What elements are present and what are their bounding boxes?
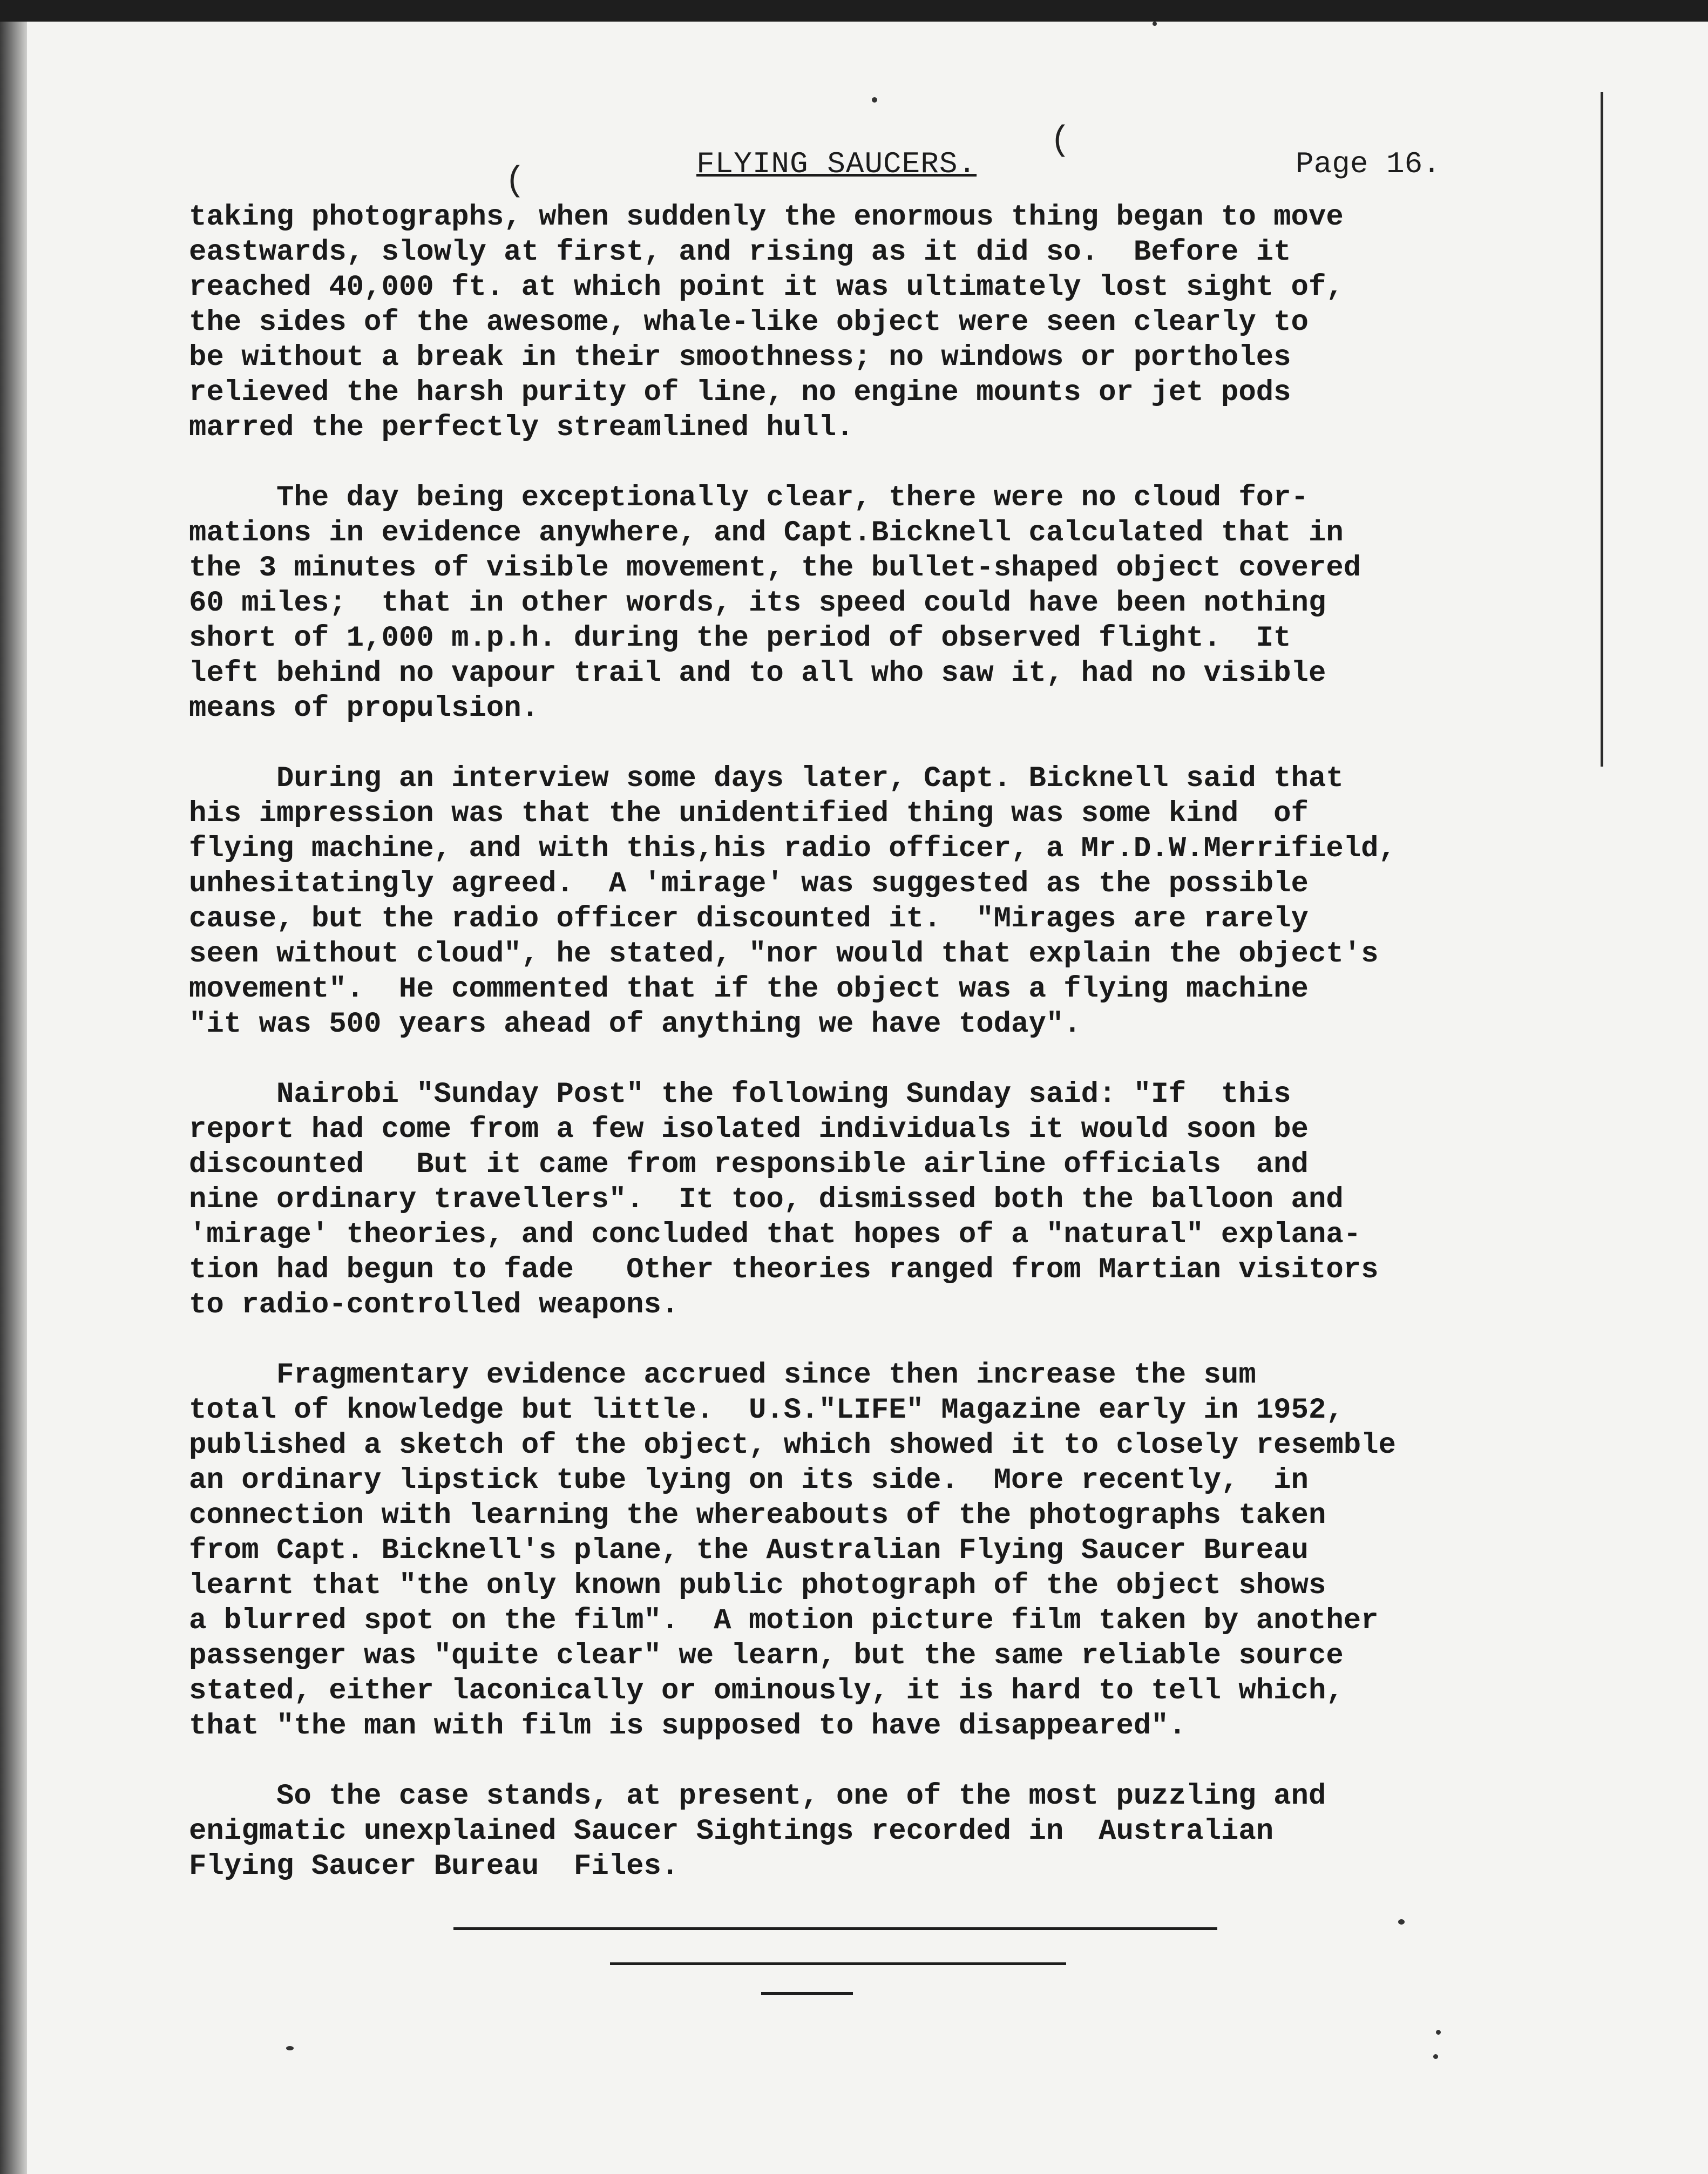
text-line: passenger was "quite clear" we learn, but the same reliable source — [189, 1640, 1344, 1672]
end-rule-long — [453, 1927, 1217, 1930]
punch-mark-right: ( — [1050, 121, 1071, 160]
text-line: The day being exceptionally clear, there were no cloud for- — [189, 482, 1309, 514]
punch-mark-left: ( — [505, 162, 526, 201]
scan-speck — [286, 2046, 294, 2050]
text-line: nine ordinary travellers". It too, dismissed both the balloon and — [189, 1183, 1344, 1216]
paragraph — [189, 1358, 1538, 1744]
text-line: unhesitatingly agreed. A 'mirage' was suggested as the possible — [189, 868, 1309, 900]
text-line: cause, but the radio officer discounted it. "Mirages are rarely — [189, 903, 1309, 936]
text-line: stated, either laconically or ominously, it is hard to tell which, — [189, 1675, 1344, 1708]
document-body — [189, 200, 1538, 1919]
text-line: left behind no vapour trail and to all who saw it, had no visible — [189, 657, 1326, 690]
text-line: 'mirage' theories, and concluded that hopes of a "natural" explana- — [189, 1218, 1361, 1251]
text-line: total of knowledge but little. U.S."LIFE" Magazine early in 1952, — [189, 1394, 1344, 1427]
end-rule-medium — [610, 1962, 1066, 1965]
text-line: movement". He commented that if the object was a flying machine — [189, 973, 1309, 1006]
text-line: from Capt. Bicknell's plane, the Australian Flying Saucer Bureau — [189, 1534, 1309, 1567]
scan-speck — [1153, 22, 1157, 26]
text-line: means of propulsion. — [189, 692, 539, 725]
text-line: eastwards, slowly at first, and rising as it did so. Before it — [189, 236, 1291, 269]
text-line: a blurred spot on the film". A motion picture film taken by another — [189, 1604, 1379, 1637]
text-line: "it was 500 years ahead of anything we have today". — [189, 1008, 1081, 1041]
text-line: enigmatic unexplained Saucer Sightings recorded in Australian — [189, 1815, 1274, 1848]
paragraph — [189, 761, 1538, 1042]
text-line: the 3 minutes of visible movement, the bullet-shaped object covered — [189, 552, 1361, 585]
text-line: be without a break in their smoothness; no windows or portholes — [189, 341, 1291, 374]
paragraph — [189, 200, 1538, 445]
scan-speck — [1398, 1919, 1405, 1925]
text-line: mations in evidence anywhere, and Capt.Bicknell calculated that in — [189, 517, 1344, 550]
text-line: reached 40,000 ft. at which point it was ultimately lost sight of, — [189, 271, 1344, 304]
paragraph — [189, 480, 1538, 726]
text-line: 60 miles; that in other words, its speed could have been nothing — [189, 587, 1326, 620]
text-line: published a sketch of the object, which showed it to closely resemble — [189, 1429, 1396, 1462]
scan-speck — [1433, 2054, 1438, 2059]
text-line: seen without cloud", he stated, "nor would that explain the object's — [189, 938, 1379, 971]
text-line: to radio-controlled weapons. — [189, 1289, 679, 1322]
scan-speck — [872, 97, 877, 103]
text-line: short of 1,000 m.p.h. during the period of observed flight. It — [189, 622, 1291, 655]
page-header — [0, 147, 1708, 190]
text-line: an ordinary lipstick tube lying on its side. More recently, in — [189, 1464, 1309, 1497]
end-rule-short — [761, 1992, 853, 1995]
text-line: taking photographs, when suddenly the enormous thing began to move — [189, 201, 1344, 234]
text-line: tion had begun to fade Other theories ranged from Martian visitors — [189, 1254, 1379, 1286]
scan-top-border — [0, 0, 1708, 22]
text-line: Fragmentary evidence accrued since then increase the sum — [189, 1359, 1256, 1392]
page-number: Page 16. — [1296, 147, 1441, 181]
text-line: relieved the harsh purity of line, no engine mounts or jet pods — [189, 376, 1291, 409]
text-line: During an interview some days later, Capt. Bicknell said that — [189, 762, 1344, 795]
text-line: Nairobi "Sunday Post" the following Sunday said: "If this — [189, 1078, 1291, 1111]
text-line: connection with learning the whereabouts of the photographs taken — [189, 1499, 1326, 1532]
text-line: flying machine, and with this,his radio officer, a Mr.D.W.Merrifield, — [189, 832, 1396, 865]
paragraph — [189, 1077, 1538, 1323]
margin-rule — [1601, 92, 1603, 767]
document-title: FLYING SAUCERS. — [696, 147, 977, 181]
text-line: his impression was that the unidentified thing was some kind of — [189, 797, 1309, 830]
text-line: learnt that "the only known public photograph of the object shows — [189, 1569, 1326, 1602]
scan-speck — [1436, 2030, 1441, 2035]
text-line: marred the perfectly streamlined hull. — [189, 411, 854, 444]
text-line: that "the man with film is supposed to have disappeared". — [189, 1710, 1187, 1743]
scan-left-border — [0, 22, 27, 2174]
text-line: discounted But it came from responsible airline officials and — [189, 1148, 1309, 1181]
text-line: So the case stands, at present, one of the most puzzling and — [189, 1780, 1326, 1813]
text-line: report had come from a few isolated individuals it would soon be — [189, 1113, 1309, 1146]
paragraph — [189, 1779, 1538, 1884]
text-line: the sides of the awesome, whale-like object were seen clearly to — [189, 306, 1309, 339]
text-line: Flying Saucer Bureau Files. — [189, 1850, 679, 1883]
